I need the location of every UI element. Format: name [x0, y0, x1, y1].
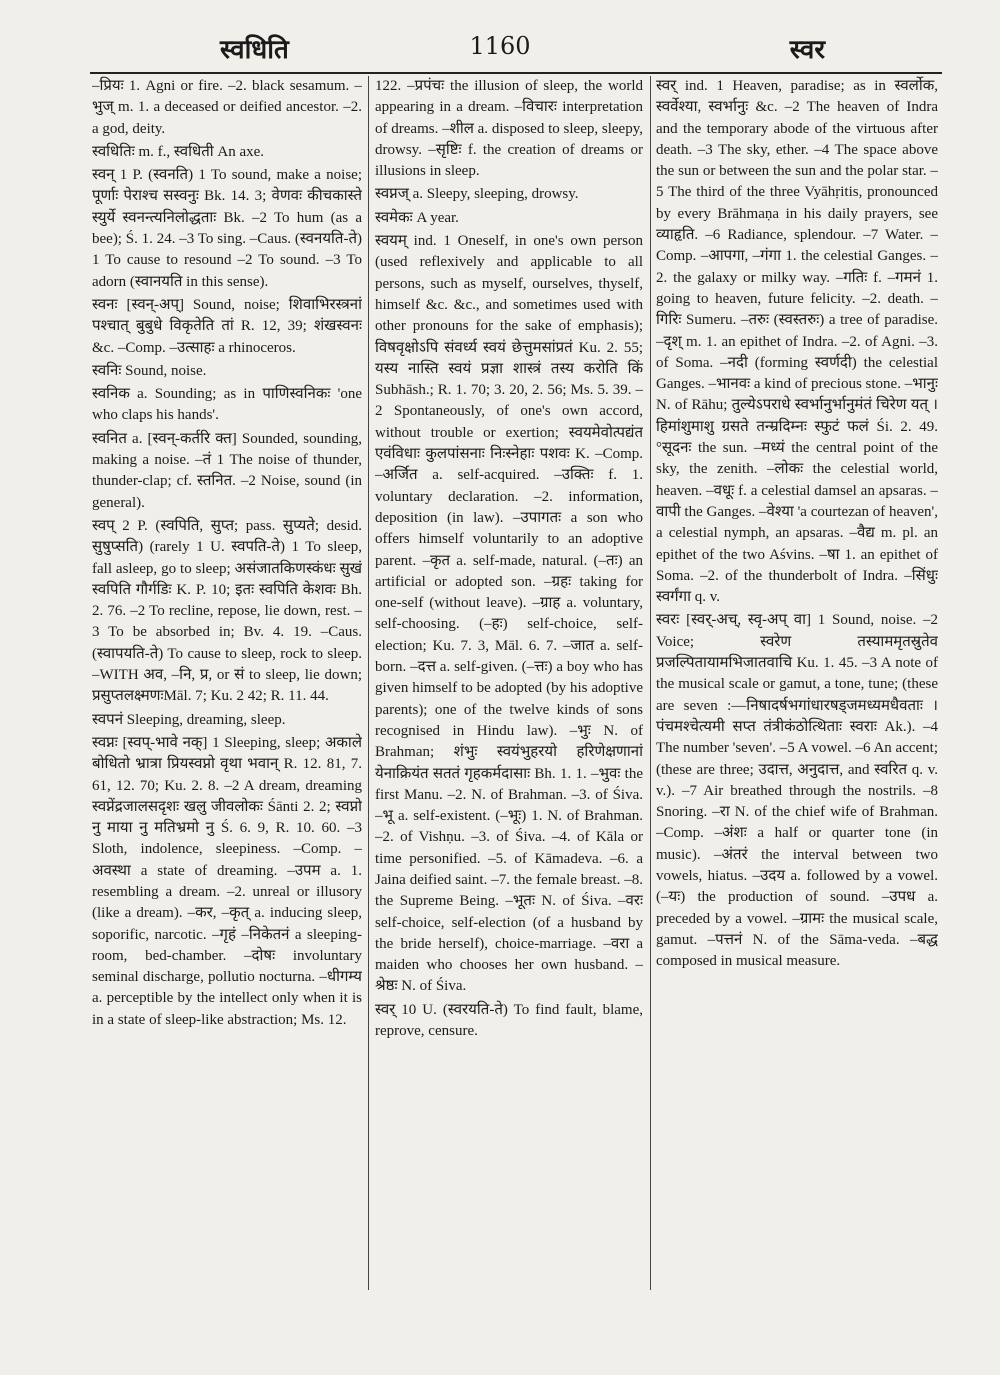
column-2 [375, 76, 643, 1315]
entry: स्वन् 1 P. (स्वनति) 1 To sound, make a noise; पूर्णाः पेराश्च सस्वनुः Bk. 14. 3; वेणवः कीचकास्ते स्युर्ये स्वनन्त्यनिलोद्धताः Bk. –2 To hum (as a bee); Ś. 1. 24. –3 To sing. –Caus. (स्वनयति-ते) 1 To cause to resound –2 To sound. –3 To adorn (स्वानयति in this sense). [92, 167, 362, 290]
column-3 [656, 76, 938, 1315]
entry: स्वरः [स्वर्-अच्, स्वृ-अप् वा] 1 Sound, noise. –2 Voice; स्वरेण तस्याममृतस्रुतेव प्रजल्पितायामभिजातवाचि Ku. 1. 45. –3 A note of the musical scale or gamut, a tone, tune; (these are seven :—निषादर्षभगांधारषड्जमध्यमधैवताः । पंचमश्चेत्यमी सप्त तंत्रीकंठोत्थिताः स्वराः Ak.). –4 The number 'seven'. –5 A vowel. –6 An accent; (these are three; उदात्त, अनुदात्त, and स्वरित q. v. v.). –7 Air breathed through the nostrils. –8 Snoring. –रा N. of the chief wife of Brahman. –Comp. –अंशः a half or quarter tone (in music). –अंतरं the interval between two vowels, hiatus. –उदय a. followed by a vowel. (–यः) the production of sound. –उपध a. preceded by a vowel. –ग्रामः the musical scale, gamut. –पत्तनं N. of the Sāma-veda. –बद्ध composed in musical measure. [656, 612, 938, 970]
entry: स्वनिः Sound, noise. [92, 362, 207, 379]
header-right-word: स्वर [789, 35, 825, 65]
entry: स्वप्नः [स्वप्-भावे नक्] 1 Sleeping, sleep; अकाले बोधितो भ्रात्रा प्रियस्वप्नो वृथा भवान् R. 12. 81, 7. 61, 12. 70; Ku. 2. 8. –2 A dream, dreaming स्वप्नेंद्रजालसदृशः खलु जीवलोकः Śānti 2. 2; स्वप्नो नु माया नु मतिभ्रमो नु Ś. 6. 9, R. 10. 60. –3 Sloth, indolence, sleepiness. –Comp. –अवस्था a state of dreaming. –उपम a. 1. resembling a dream. –2. unreal or illusory (like a dream). –कर, –कृत् a. inducing sleep, soporific, narcotic. –गृहं –निकेतनं a sleeping-room, bed-chamber. –दोषः involuntary seminal discharge, pollutio nocturna. –धीगम्य a. perceptible by the intellect only when it is in a state of sleep-like abstraction; Ms. 12. [92, 734, 362, 1028]
entry: स्वप् 2 P. (स्वपिति, सुप्त; pass. सुप्यते; desid. सुषुप्सति) (rarely 1 U. स्वपति-ते) 1 To sleep, fall asleep, go to sleep; असंजातकिणस्कंधः सुखं स्वपिति गौर्गडिः K. P. 10; इतः स्वपिति केशवः Bh. 2. 76. –2 To recline, repose, lie down, rest. –3 To be absorbed in; Bv. 4. 19. –Caus. (स्वापयति-ते) To cause to sleep, rock to sleep. –WITH अव, –नि, प्र, or सं to sleep, lie down; प्रसुप्तलक्ष्मणःMāl. 7; Ku. 2 42; R. 11. 44. [92, 517, 362, 705]
entry: स्वयम् ind. 1 Oneself, in one's own person (used reflexively and applicable to all persons, such as myself, ourselves, thyself, himself &c. &c., and sometimes used with other pronouns for the sake of emphasis); विषवृक्षोऽपि संवर्ध्य स्वयं छेत्तुमसांप्रतं Ku. 2. 55; यस्य नास्ति स्वयं प्रज्ञा शास्त्रं तस्य करोति किं Subhāsh.; R. 1. 70; 3. 20, 2. 56; Ms. 5. 39. –2 Spontaneously, of one's own accord, without trouble or exertion; स्वयमेवोत्पद्यंत एवंविधाः कुलपांसनाः निःस्नेहाः पशवः K. –Comp. –अर्जित a. self-acquired. –उक्तिः f. 1. voluntary declaration. –2. information, deposition (in law). –उपागतः a son who offers himself voluntarily to an adoptive parent. –कृत a. self-made, natural. (–तः) an artificial or adopted son. –ग्रहः taking for one-self (without leave). –ग्राह a. voluntary, self-choosing. (–हः) self-choice, self-election; Ku. 7. 3, Māl. 6. 7. –जात a. self-born. –दत्त a. self-given. (–त्तः) a boy who has given himself to be adopted (by his adoptive parents); one of the twelve kinds of sons recognised in Hindu law). –भुः N. of Brahman; शंभुः स्वयंभुहरयो हरिणेक्षणानां येनाक्रियंत सततं गृहकर्मदासाः Bh. 1. 1. –भुवः the first Manu. –2. N. of Brahman. –3. of Śiva. –भू a. self-existent. (–भूः) 1. N. of Brahman. –2. of Vishṇu. –3. of Śiva. –4. of Kāla or time personified. –5. of Kāmadeva. –6. a Jaina deified saint. –7. the female breast. –8. the Supreme Being. –भूतः N. of Śiva. –वरः self-choice, self-election (of a husband by the bride herself), choice-marriage. –वरा a maiden who chooses her own husband. –श्रेष्ठः N. of Śiva. [375, 233, 643, 995]
header-rule [90, 72, 942, 74]
entry: स्वनित a. [स्वन्-कर्तरि क्त] Sounded, sounding, making a noise. –तं 1 The noise of thunder, thunder-clap; cf. स्तनित. –2 Noise, sound (in general). [92, 430, 362, 511]
header-left-word: स्वधिति [220, 35, 289, 65]
entry: स्वनिक a. Sounding; as in पाणिस्वनिकः 'one who claps his hands'. [92, 386, 362, 424]
column-divider [650, 76, 651, 1290]
entry: स्वपनं Sleeping, dreaming, sleep. [92, 711, 286, 728]
entry: स्वधितिः m. f., स्वधिती An axe. [92, 143, 265, 160]
column-divider [368, 76, 369, 1290]
page-number: 1160 [469, 32, 531, 60]
page-header [90, 30, 910, 70]
entry: स्वर् 10 U. (स्वरयति-ते) To find fault, blame, reprove, censure. [375, 1001, 643, 1040]
entry: स्वनः [स्वन्-अप्] Sound, noise; शिवाभिरस्त्रनां पश्चात् बुबुधे विकृतेति तां R. 12, 39; शंखस्वनः &c. –Comp. –उत्साहः a rhinoceros. [92, 296, 362, 356]
entry: स्वर् ind. 1 Heaven, paradise; as in स्वर्लोक, स्वर्वेश्या, स्वर्भानुः &c. –2 The heaven of Indra and the temporary abode of the virtuous after death. –3 The sky, ether. –4 The space above the sun or between the sun and the polar star. –5 The third of the three Vyāhṛitis, pronounced by every Brāhmaṇa in his daily prayers, see व्याहृति. –6 Radiance, splendour. –7 Water. –Comp. –आपगा, –गंगा 1. the celestial Ganges. –2. the galaxy or milky way. –गतिः f. –गमनं 1. going to heaven, future felicity. –2. death. –गिरिः Sumeru. –तरुः (स्वस्तरुः) a tree of paradise. –दृश् m. 1. an epithet of Indra. –2. of Agni. –3. of Soma. –नदी (forming स्वर्णदी) the celestial Ganges. –भानवः a kind of precious stone. –भानुः N. of Rāhu; तुल्येऽपराधे स्वर्भानुर्भानुमंतं चिरेण यत् । हिमांशुमाशु ग्रसते तन्म्रदिम्नः स्फुटं फलं Śi. 2. 49. °सूदनः the sun. –मध्यं the central point of the sky, the zenith. –लोकः the celestial world, heaven. –वधूः f. a celestial damsel an apsaras. –वापी the Ganges. –वेश्या 'a courtezan of heaven', a celestial nymph, an apsaras. –वैद्य m. pl. an epithet of the two Aśvins. –षा 1. an epithet of Soma. –2. of the thunderbolt of Indra. –सिंधुः स्वर्गंगा q. v. [656, 78, 938, 606]
entry: 122. –प्रपंचः the illusion of sleep, the world appearing in a dream. –विचारः interpretation of dreams. –शील a. disposed to sleep, sleepy, drowsy. –सृष्टिः f. the creation of dreams or illusions in sleep. [375, 78, 643, 180]
entry: –प्रियः 1. Agni or fire. –2. black sesamum. –भुज् m. 1. a deceased or deified ancestor. –2. a god, deity. [92, 78, 362, 137]
entry: स्वप्नज् a. Sleepy, sleeping, drowsy. [375, 186, 579, 203]
column-1 [92, 76, 362, 1315]
entry: स्वमेकः A year. [375, 209, 459, 226]
